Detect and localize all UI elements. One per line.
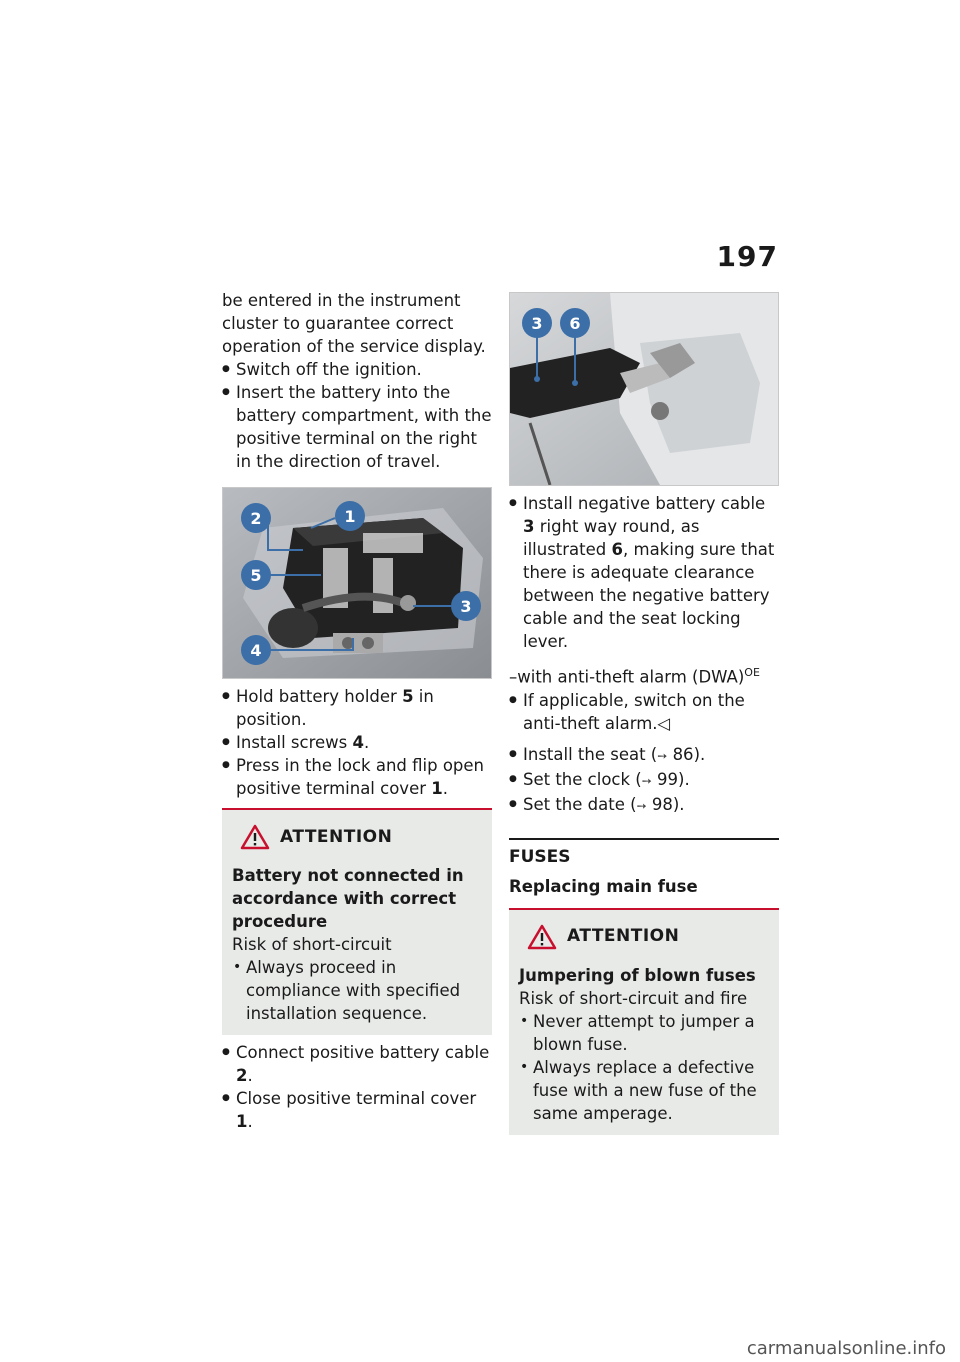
list-item: ● Switch off the ignition.	[222, 358, 492, 381]
attention-box	[222, 808, 492, 1035]
svg-text:2: 2	[250, 509, 262, 528]
left-column	[222, 289, 492, 1133]
list-item: ● Insert the battery into the battery compartment, with the positive terminal on the right in the direction of travel.	[222, 381, 492, 473]
warning-heading: Jumpering of blown fuses	[519, 965, 756, 985]
svg-text:5: 5	[250, 566, 262, 585]
steps-list-5	[509, 689, 779, 735]
section-title: FUSES	[509, 838, 779, 869]
page-number: 197	[716, 240, 778, 273]
list-item: • Always proceed in compliance with specified installation sequence.	[232, 956, 482, 1025]
svg-text:3: 3	[531, 314, 543, 333]
svg-text:6: 6	[569, 314, 581, 333]
page-ref-arrow-icon: ➙	[657, 748, 668, 763]
list-item: ● Set the clock (➙ 99).	[509, 768, 779, 793]
intro-text: be entered in the instrument cluster to guarantee correct operation of the service display.	[222, 291, 486, 356]
negative-cable-figure	[509, 292, 779, 486]
steps-list-1	[222, 358, 492, 473]
steps-list-3	[222, 1041, 492, 1133]
right-column	[509, 292, 779, 1135]
attention-title: ATTENTION	[567, 926, 680, 946]
warning-actions	[232, 956, 482, 1025]
steps-list-6	[509, 743, 779, 818]
list-item: ● Hold battery holder 5 in position.	[222, 685, 492, 731]
list-item: ● Connect positive battery cable 2.	[222, 1041, 492, 1087]
condition-line: –with anti-theft alarm (DWA)$^{OE}$	[509, 666, 760, 687]
warning-risk: Risk of short-circuit and fire	[519, 988, 748, 1008]
svg-text:1: 1	[344, 507, 356, 526]
steps-list-2	[222, 685, 492, 800]
attention-box	[509, 908, 779, 1135]
attention-title: ATTENTION	[280, 826, 393, 847]
svg-text:3: 3	[460, 597, 472, 616]
battery-figure	[222, 487, 492, 679]
svg-text:4: 4	[250, 641, 262, 660]
subsection-title: Replacing main fuse	[509, 876, 698, 896]
page-ref-arrow-icon: ➙	[641, 773, 652, 788]
list-item: • Never attempt to jumper a blown fuse.	[519, 1010, 769, 1056]
list-item: ● Install screws 4.	[222, 731, 492, 754]
list-item: ● If applicable, switch on the anti-theft alarm.◁	[509, 689, 779, 735]
list-item: ● Set the date (➙ 98).	[509, 793, 779, 818]
warning-heading: Battery not connected in accordance with correct procedure	[232, 866, 464, 931]
warning-actions	[519, 1010, 769, 1125]
warning-triangle-icon	[527, 924, 557, 950]
list-item: ● Press in the lock and flip open positive terminal cover 1.	[222, 754, 492, 800]
page-ref-arrow-icon: ➙	[636, 798, 647, 813]
end-mark: ◁	[657, 713, 671, 733]
list-item: ● Install the seat (➙ 86).	[509, 743, 779, 768]
watermark: carmanualsonline.info	[746, 1338, 946, 1359]
list-item: ● Install negative battery cable 3 right way round, as illustrated 6, making sure that there is adequate clearance between the negative battery cable and the seat locking lever.	[509, 492, 779, 653]
steps-list-4	[509, 492, 779, 653]
list-item: • Always replace a defective fuse with a new fuse of the same amperage.	[519, 1056, 769, 1125]
warning-triangle-icon	[240, 824, 270, 850]
warning-risk: Risk of short-circuit	[232, 935, 392, 954]
list-item: ● Close positive terminal cover 1.	[222, 1087, 492, 1133]
